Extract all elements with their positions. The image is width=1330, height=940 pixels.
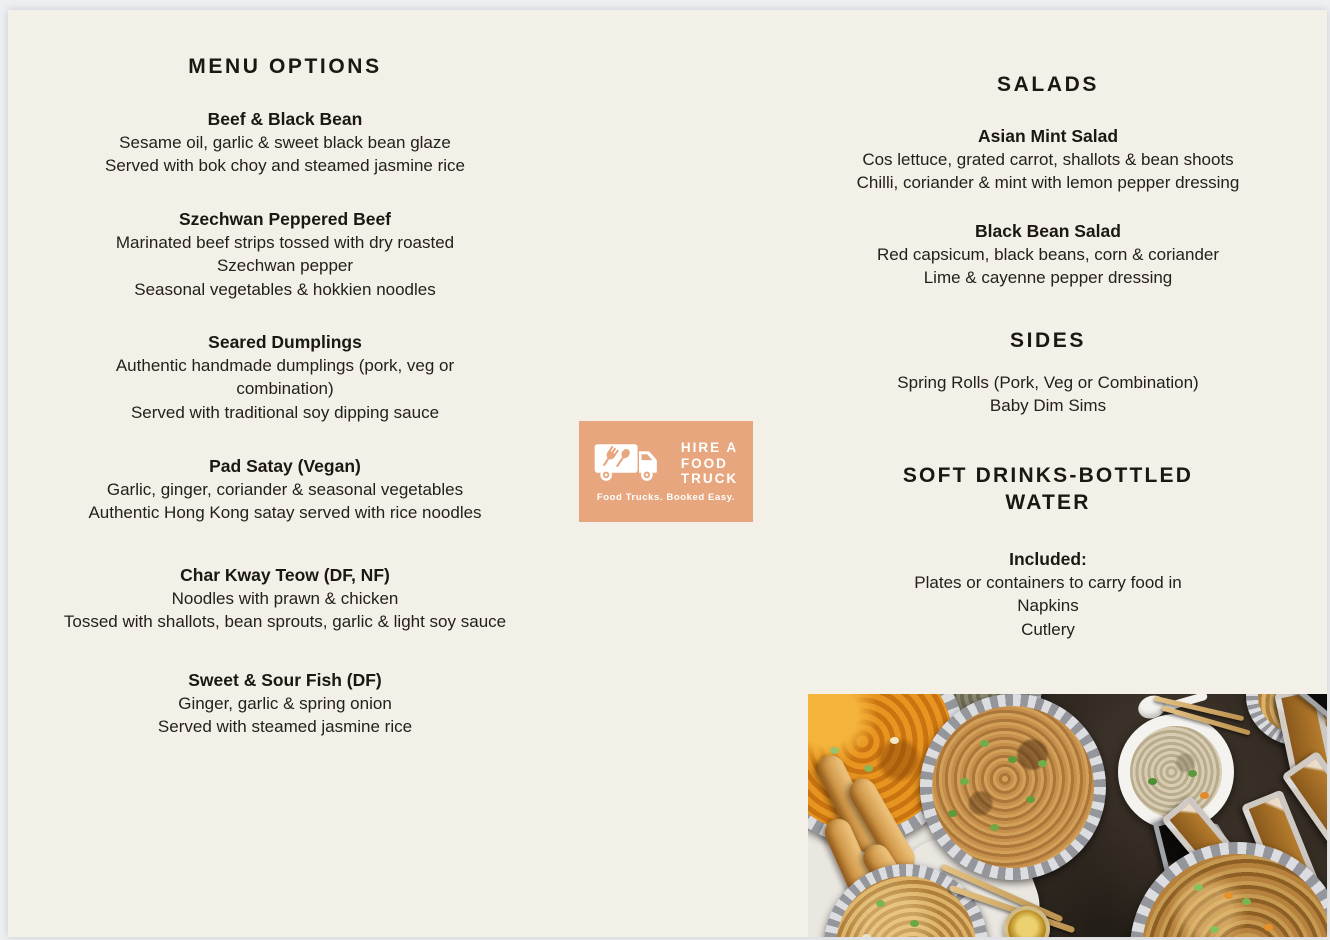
sides-list	[798, 371, 1298, 418]
menu-item-desc: Served with steamed jasmine rice	[157, 717, 413, 737]
menu-item-desc: Sesame oil, garlic & sweet black bean glaze	[119, 133, 451, 152]
logo-tagline: Food Trucks. Booked Easy.	[596, 491, 736, 503]
menu-item-desc: Served with traditional soy dipping sauce	[130, 402, 440, 422]
soft-drinks-title-line1: SOFT DRINKS-BOTTLED	[902, 464, 1194, 487]
menu-item-char-kway-teow	[27, 563, 543, 634]
menu-item-pad-satay	[27, 454, 543, 525]
logo-line3: TRUCK	[680, 471, 739, 487]
menu-item-name: Szechwan Peppered Beef	[178, 209, 392, 229]
menu-item-desc: Garlic, ginger, coriander & seasonal vegetables	[106, 480, 464, 499]
menu-options-title: MENU OPTIONS	[188, 55, 382, 78]
food-photo	[808, 694, 1327, 937]
included-item: Napkins	[1017, 596, 1079, 616]
logo-line2: FOOD	[680, 455, 728, 471]
menu-item-desc: combination)	[236, 379, 334, 399]
menu-item-black-bean-salad	[798, 219, 1298, 290]
sides-item: Spring Rolls (Pork, Veg or Combination)	[897, 373, 1199, 392]
menu-item-name: Pad Satay (Vegan)	[209, 456, 361, 476]
menu-item-desc: Seasonal vegetables & hokkien noodles	[134, 279, 436, 299]
menu-item-asian-mint-salad	[798, 124, 1298, 195]
menu-item-desc: Cos lettuce, grated carrot, shallots & bean shoots	[862, 150, 1234, 169]
menu-item-desc: Red capsicum, black beans, corn & coriander	[876, 245, 1220, 264]
menu-item-name: Seared Dumplings	[208, 332, 362, 352]
logo-line1: HIRE A	[680, 440, 739, 456]
menu-item-sweet-sour-fish	[27, 668, 543, 739]
menu-item-desc: Szechwan pepper	[216, 256, 354, 276]
menu-item-desc: Marinated beef strips tossed with dry roasted	[115, 233, 455, 252]
menu-item-name: Asian Mint Salad	[977, 126, 1119, 146]
soft-drinks-title-line2: WATER	[1005, 491, 1091, 514]
menu-item-desc: Served with bok choy and steamed jasmine rice	[104, 156, 465, 176]
menu-item-name: Beef & Black Bean	[207, 109, 363, 129]
hire-a-food-truck-logo	[579, 421, 753, 522]
menu-item-name: Black Bean Salad	[975, 221, 1121, 241]
salads-title: SALADS	[997, 73, 1099, 96]
menu-item-szechwan-beef	[27, 207, 543, 301]
included-item: Cutlery	[1021, 619, 1075, 639]
menu-item-name: Char Kway Teow (DF, NF)	[180, 565, 390, 585]
menu-item-beef-black-bean	[27, 107, 543, 178]
included-section	[798, 547, 1298, 641]
included-label: Included:	[1009, 549, 1087, 569]
logo-wordmark	[681, 440, 738, 487]
menu-item-desc: Noodles with prawn & chicken	[171, 589, 399, 608]
menu-item-desc: Authentic handmade dumplings (pork, veg or	[115, 356, 455, 375]
menu-item-desc: Lime & cayenne pepper dressing	[923, 268, 1173, 288]
food-truck-icon	[594, 441, 674, 486]
menu-item-desc: Chilli, coriander & mint with lemon pepper dressing	[856, 173, 1240, 193]
menu-item-desc: Authentic Hong Kong satay served with rice noodles	[88, 503, 482, 523]
noodle-dish	[920, 694, 1106, 880]
included-item: Plates or containers to carry food in	[914, 573, 1182, 592]
menu-item-name: Sweet & Sour Fish (DF)	[188, 670, 382, 690]
sides-title: SIDES	[1009, 329, 1087, 352]
menu-item-desc: Tossed with shallots, bean sprouts, garlic & light soy sauce	[63, 612, 507, 632]
menu-item-seared-dumplings	[27, 330, 543, 424]
menu-item-desc: Ginger, garlic & spring onion	[178, 694, 392, 713]
sides-item: Baby Dim Sims	[989, 396, 1107, 416]
soft-drinks-title	[798, 462, 1298, 516]
menu-page	[8, 10, 1327, 937]
